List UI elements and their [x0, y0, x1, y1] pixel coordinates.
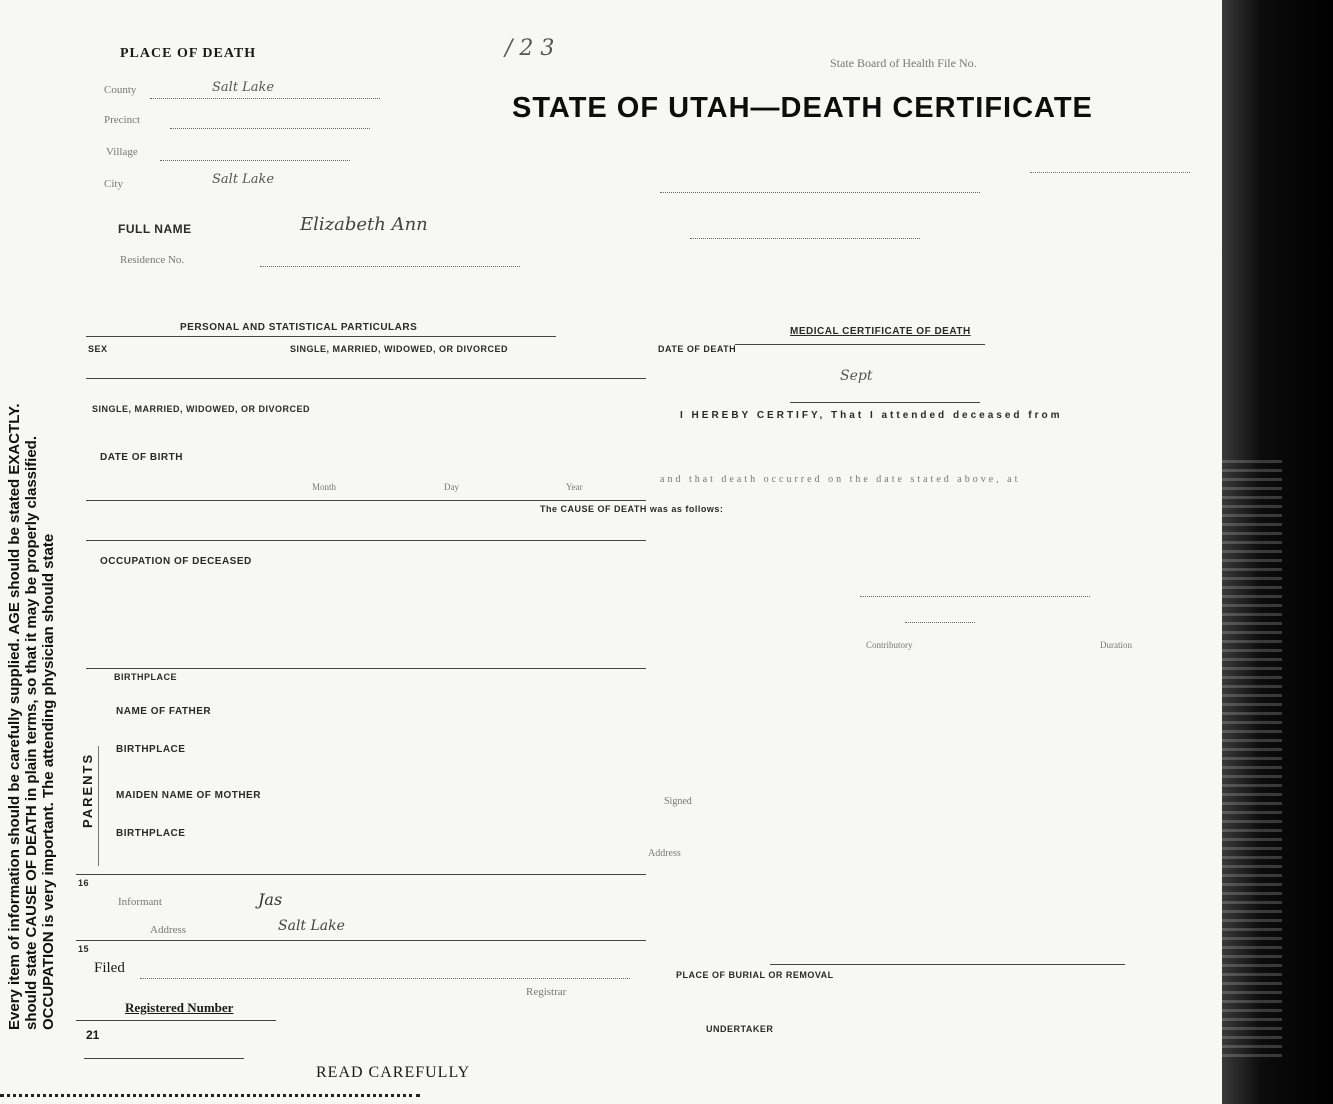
birth-day-sub: Day — [444, 482, 459, 492]
row-16: 16 — [78, 878, 90, 888]
county-label: County — [104, 84, 137, 96]
read-carefully-label: READ CAREFULLY — [316, 1064, 471, 1081]
full-name-label: FULL NAME — [118, 222, 192, 236]
filed-label: Filed — [94, 960, 125, 976]
death-month: Sept — [840, 368, 873, 384]
mother-label: MAIDEN NAME OF MOTHER — [116, 790, 261, 801]
birth-label: DATE OF BIRTH — [100, 452, 183, 463]
hospital-note — [1030, 172, 1190, 173]
row-21: 21 — [86, 1028, 100, 1042]
page-title: STATE OF UTAH—DEATH CERTIFICATE — [512, 92, 1093, 124]
personal-rule — [86, 336, 556, 337]
city-value: Salt Lake — [212, 172, 275, 187]
bottom-perforation — [0, 1094, 420, 1103]
birth-rule — [86, 500, 646, 501]
signed-label: Signed — [664, 796, 692, 807]
header-numbers: / 2 3 — [505, 36, 555, 61]
city-label: City — [104, 178, 123, 190]
county-line — [150, 98, 380, 99]
marital-status-sub: SINGLE, MARRIED, WIDOWED, OR DIVORCED — [92, 404, 311, 414]
occupation-rule — [86, 540, 646, 541]
cause-label: The CAUSE OF DEATH was as follows: — [540, 504, 724, 514]
parents-bracket — [98, 746, 99, 866]
village-line — [160, 160, 350, 161]
parents-label: PARENTS — [80, 752, 95, 828]
date-of-death-label: DATE OF DEATH — [658, 344, 737, 354]
informant-rule — [76, 940, 646, 941]
duration-label: Duration — [1100, 640, 1132, 650]
undertaker-label: UNDERTAKER — [706, 1024, 774, 1034]
duration-line — [905, 622, 975, 623]
village-label: Village — [106, 146, 138, 158]
address-label: Address — [150, 924, 187, 936]
mother-birthplace-label: BIRTHPLACE — [116, 828, 186, 839]
medical-heading: MEDICAL CERTIFICATE OF DEATH — [790, 326, 971, 337]
sex-rule — [86, 378, 646, 379]
address-value: Salt Lake — [278, 918, 345, 934]
burial-label: PLACE OF BURIAL OR REMOVAL — [676, 970, 834, 980]
death-date-line — [790, 402, 980, 403]
side-instructions: Every item of information should be carefully supplied. AGE should be stated EXACTLY. should state CAUSE OF DEATH in plain terms, so that it may be properly classified. OCCUPATION is very important. The attending physician should state — [6, 403, 57, 1030]
row-15: 15 — [78, 944, 90, 954]
filed-line — [140, 978, 630, 979]
father-birthplace-label: BIRTHPLACE — [116, 744, 186, 755]
contributory-label: Contributory — [866, 640, 913, 650]
burial-rule — [770, 964, 1125, 965]
scan-noise — [1222, 460, 1282, 1060]
full-name-value: Elizabeth Ann — [300, 214, 428, 235]
occupation-label: OCCUPATION OF DECEASED — [100, 556, 252, 567]
birthplace-label: BIRTHPLACE — [114, 672, 177, 682]
scan-edge — [1222, 0, 1333, 1104]
birthplace-rule — [86, 668, 646, 669]
cert-cause-line: and that death occurred on the date stated above, at — [660, 474, 1021, 485]
medical-rule — [735, 344, 985, 345]
precinct-line — [170, 128, 370, 129]
father-label: NAME OF FATHER — [116, 706, 212, 717]
residence-label: Residence No. — [120, 254, 185, 266]
informant-label: Informant — [118, 896, 162, 908]
reg-rule — [76, 1020, 276, 1021]
county-value: Salt Lake — [212, 80, 275, 95]
registrar-label: Registrar — [526, 986, 567, 998]
file-number-label: State Board of Health File No. — [830, 56, 977, 70]
city-street-line — [660, 192, 980, 193]
row21-rule — [84, 1058, 244, 1059]
registered-number-label: Registered Number — [125, 1000, 234, 1015]
med-address-label: Address — [648, 848, 681, 859]
cause-line — [860, 596, 1090, 597]
residence-line — [260, 266, 520, 267]
full-name-line — [690, 238, 920, 239]
birth-month-sub: Month — [312, 482, 337, 492]
marital-label: SINGLE, MARRIED, WIDOWED, OR DIVORCED — [290, 344, 509, 354]
informant-value: Jas — [258, 890, 283, 909]
sex-label: SEX — [88, 344, 108, 354]
precinct-label: Precinct — [104, 114, 141, 126]
personal-heading: PERSONAL AND STATISTICAL PARTICULARS — [180, 322, 418, 333]
birth-year-sub: Year — [566, 482, 583, 492]
certify-line: I HEREBY CERTIFY, That I attended deceased from — [680, 410, 1063, 421]
place-of-death-label: PLACE OF DEATH — [120, 46, 257, 61]
parents-rule — [76, 874, 646, 875]
